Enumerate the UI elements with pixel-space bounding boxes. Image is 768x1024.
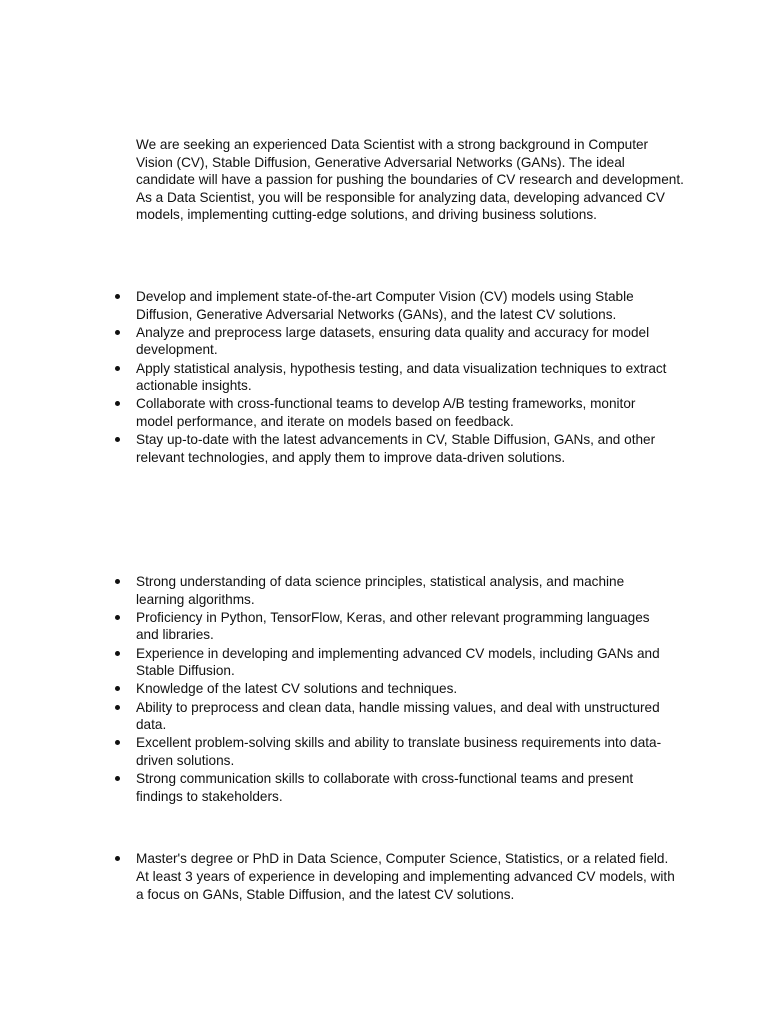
skill-item: Knowledge of the latest CV solutions and techniques. (136, 680, 676, 698)
responsibility-item: Stay up-to-date with the latest advancements in CV, Stable Diffusion, GANs, and other relevant technologies, and apply them to improve data-driven solutions. (136, 431, 676, 466)
intro-paragraph: We are seeking an experienced Data Scientist with a strong background in Computer Vision (CV), Stable Diffusion, Generative Adversarial Networks (GANs). The ideal candidate will have a passion for pushing the boundaries of CV research and development. As a Data Scientist, you will be responsible for analyzing data, developing advanced CV models, implementing cutting-edge solutions, and driving business solutions. (136, 137, 684, 223)
responsibilities-list (136, 288, 676, 467)
skill-item: Excellent problem-solving skills and ability to translate business requirements into data-driven solutions. (136, 734, 676, 769)
skill-item: Strong communication skills to collaborate with cross-functional teams and present findings to stakeholders. (136, 770, 676, 805)
responsibility-item: Collaborate with cross-functional teams to develop A/B testing frameworks, monitor model performance, and iterate on models based on feedback. (136, 395, 676, 430)
skill-item: Strong understanding of data science principles, statistical analysis, and machine learning algorithms. (136, 573, 676, 608)
skill-item: Experience in developing and implementing advanced CV models, including GANs and Stable Diffusion. (136, 645, 676, 680)
education-item: At least 3 years of experience in developing and implementing advanced CV models, with a focus on GANs, Stable Diffusion, and the latest CV solutions. (136, 869, 675, 902)
skills-list (136, 573, 676, 806)
responsibility-item: Analyze and preprocess large datasets, ensuring data quality and accuracy for model development. (136, 324, 676, 359)
education-list (136, 850, 676, 904)
responsibility-item: Develop and implement state-of-the-art Computer Vision (CV) models using Stable Diffusion, Generative Adversarial Networks (GANs), and the latest CV solutions. (136, 288, 676, 323)
education-item: Master's degree or PhD in Data Science, Computer Science, Statistics, or a related field. (136, 850, 676, 868)
skill-item: Proficiency in Python, TensorFlow, Keras, and other relevant programming languages and libraries. (136, 609, 676, 644)
skill-item: Ability to preprocess and clean data, handle missing values, and deal with unstructured data. (136, 699, 676, 734)
responsibility-item: Apply statistical analysis, hypothesis testing, and data visualization techniques to extract actionable insights. (136, 360, 676, 395)
